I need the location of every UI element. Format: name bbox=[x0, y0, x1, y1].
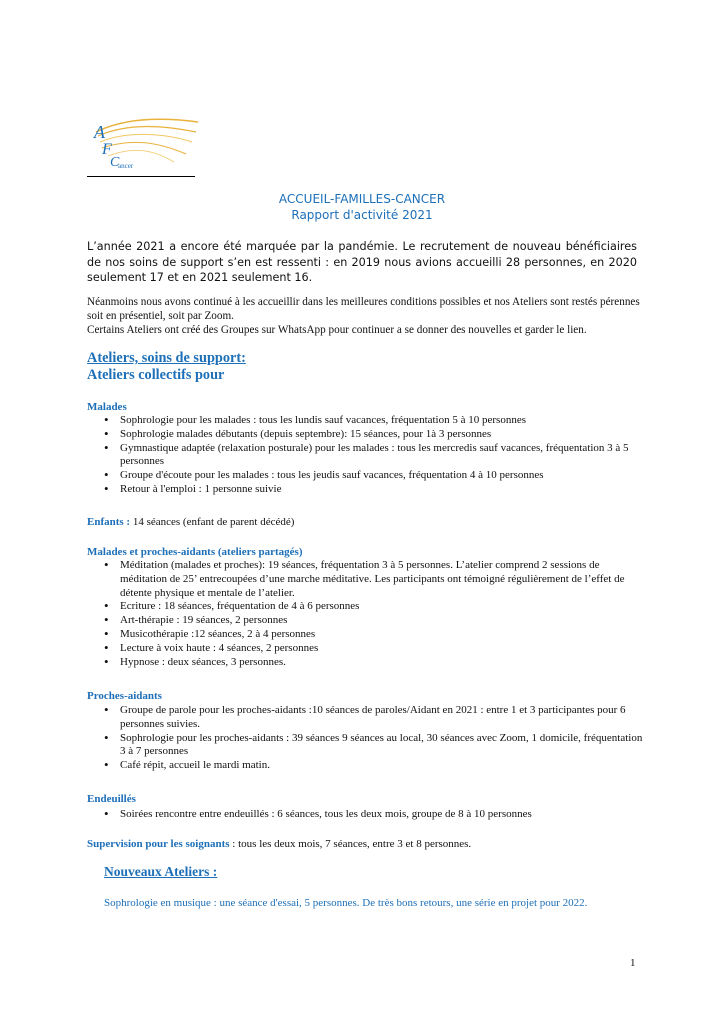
ateliers-subheading: Ateliers collectifs pour bbox=[87, 367, 225, 383]
list-item: • Méditation (malades et proches): 19 séances, fréquentation 3 à 5 personnes. L’atelier comprend 2 sessions de méditation de 25’ entrecoupées d’une marche méditative. Les participants ont témoigné régulièrement de l’effet de détente physique et mentale de l’atelier. bbox=[104, 559, 636, 600]
supervision-label: Supervision pour les soignants bbox=[87, 838, 230, 850]
list-item: • Musicothérapie :12 séances, 2 à 4 personnes bbox=[104, 628, 636, 642]
list-item: • Sophrologie malades débutants (depuis septembre): 15 séances, pour 1à 3 personnes bbox=[104, 428, 644, 442]
list-item: • Sophrologie pour les proches-aidants : 39 séances 9 séances au local, 30 séances avec Zoom, 1 domicile, fréquentation 3 à 7 personnes bbox=[104, 732, 644, 760]
second-paragraph bbox=[87, 296, 647, 337]
supervision-line bbox=[87, 838, 471, 850]
malades-list bbox=[104, 414, 644, 497]
list-item: • Art-thérapie : 19 séances, 2 personnes bbox=[104, 614, 636, 628]
nouveaux-title: Nouveaux Ateliers : bbox=[104, 864, 218, 879]
proches-title: Proches-aidants bbox=[87, 690, 162, 702]
list-item: • Sophrologie pour les malades : tous les lundis sauf vacances, fréquentation 5 à 10 personnes bbox=[104, 414, 644, 428]
list-item: • Groupe d'écoute pour les malades : tous les jeudis sauf vacances, fréquentation 4 à 10 personnes bbox=[104, 469, 644, 483]
document-title: ACCUEIL-FAMILLES-CANCER bbox=[278, 192, 446, 206]
ateliers-heading: Ateliers, soins de support: bbox=[87, 350, 246, 366]
intro-paragraph: L’année 2021 a encore été marquée par la pandémie. Le recrutement de nouveau bénéficiaires de nos soins de support s’en est ressenti : en 2019 nous avions accueilli 28 personnes, en 2020 seulement 17 et en 2021 seulement 16. bbox=[87, 240, 637, 285]
list-item: • Lecture à voix haute : 4 séances, 2 personnes bbox=[104, 642, 636, 656]
second-paragraph-line1: Néanmoins nous avons continué à les accueillir dans les meilleures conditions possibles et nos Ateliers sont restés pérennes soit en présentiel, soit par Zoom. bbox=[87, 296, 640, 322]
proches-list bbox=[104, 704, 644, 773]
second-paragraph-line2: Certains Ateliers ont créé des Groupes sur WhatsApp pour continuer a se donner des nouvelles et garder le lien. bbox=[87, 323, 587, 336]
svg-text:F: F bbox=[102, 141, 112, 158]
organization-logo bbox=[88, 112, 200, 170]
enfants-line bbox=[87, 516, 294, 528]
list-item: • Groupe de parole pour les proches-aidants :10 séances de paroles/Aidant en 2021 : entre 1 et 3 participantes pour 6 personnes suivies. bbox=[104, 704, 644, 732]
partages-list bbox=[104, 559, 636, 669]
partages-title: Malades et proches-aidants (ateliers partagés) bbox=[87, 546, 303, 558]
svg-text:C: C bbox=[110, 155, 120, 170]
document-subtitle: Rapport d'activité 2021 bbox=[291, 208, 433, 222]
list-item: • Retour à l'emploi : 1 personne suivie bbox=[104, 483, 644, 497]
endeuilles-title: Endeuillés bbox=[87, 793, 136, 805]
endeuilles-list bbox=[104, 808, 644, 822]
page-number: 1 bbox=[630, 957, 636, 969]
supervision-text: : tous les deux mois, 7 séances, entre 3 et 8 personnes. bbox=[229, 838, 472, 850]
list-item: • Gymnastique adaptée (relaxation posturale) pour les malades : tous les mercredis sauf vacances, fréquentation 3 à 5 personnes bbox=[104, 442, 644, 470]
svg-text:A: A bbox=[94, 122, 105, 142]
list-item: • Soirées rencontre entre endeuillés : 6 séances, tous les deux mois, groupe de 8 à 10 personnes bbox=[104, 808, 644, 822]
malades-title: Malades bbox=[87, 401, 127, 413]
enfants-text: 14 séances (enfant de parent décédé) bbox=[130, 516, 295, 528]
header-rule bbox=[87, 176, 195, 177]
svg-text:ancer: ancer bbox=[118, 162, 134, 170]
list-item: • Ecriture : 18 séances, fréquentation de 4 à 6 personnes bbox=[104, 600, 636, 614]
nouveaux-text: Sophrologie en musique : une séance d'essai, 5 personnes. De très bons retours, une série en projet pour 2022. bbox=[104, 897, 588, 909]
enfants-label: Enfants : bbox=[87, 516, 131, 528]
list-item: • Café répit, accueil le mardi matin. bbox=[104, 759, 644, 773]
document-titles bbox=[0, 191, 724, 223]
list-item: • Hypnose : deux séances, 3 personnes. bbox=[104, 656, 636, 670]
